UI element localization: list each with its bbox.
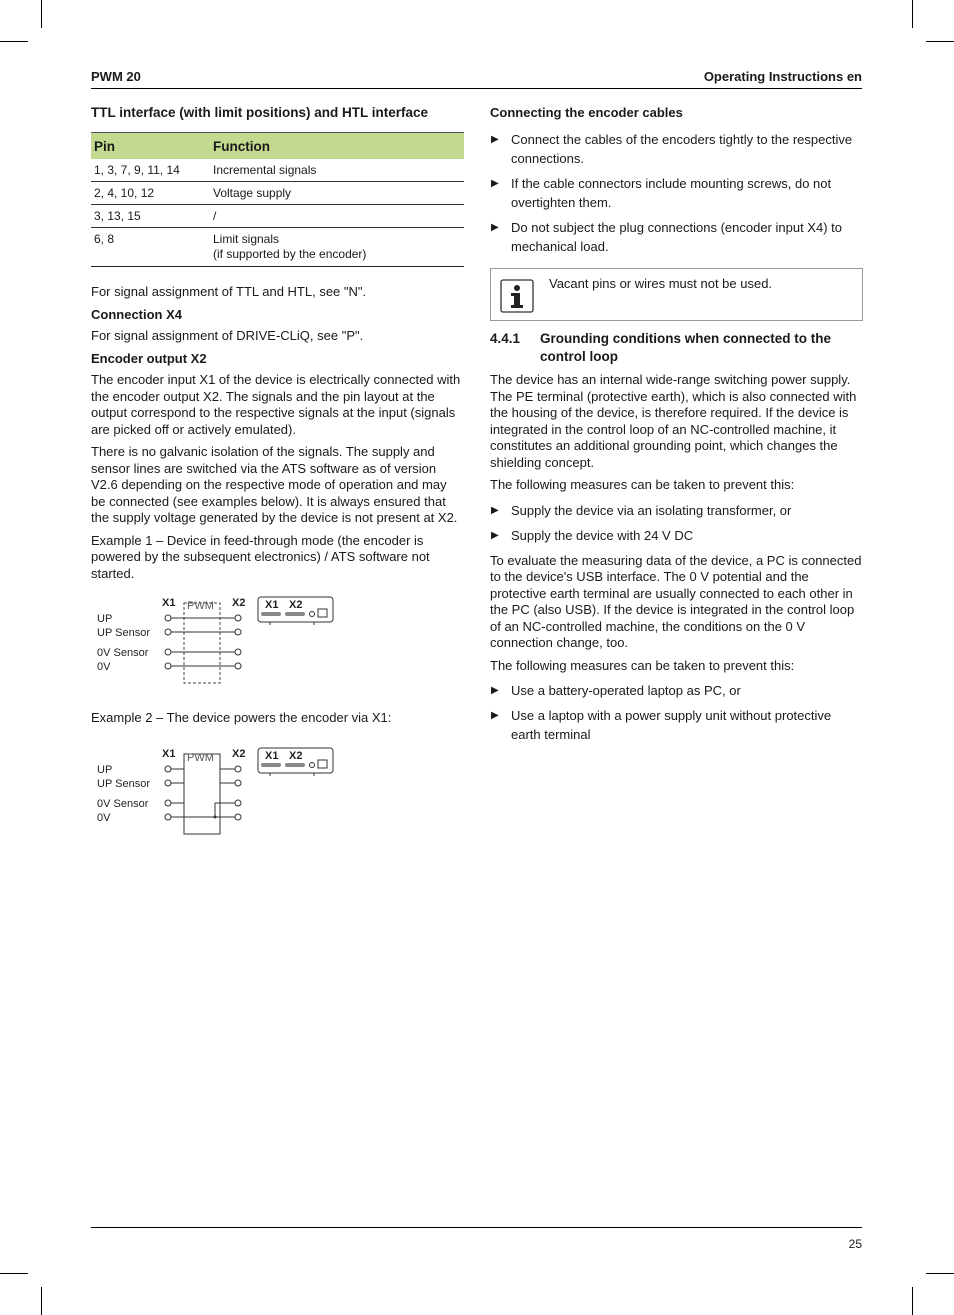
list-item-text: If the cable connectors include mounting screws, do not overtighten them. — [511, 176, 832, 210]
wiring-diagram-example2 — [91, 747, 464, 847]
signal-label: 0V Sensor — [97, 647, 149, 659]
list-item — [490, 681, 863, 700]
crop-mark — [912, 0, 913, 28]
triangle-right-icon: ▶ — [491, 504, 499, 516]
section-number: 4.4.1 — [490, 331, 521, 346]
running-header-left: PWM 20 — [91, 69, 141, 84]
function-cell — [210, 228, 464, 267]
list-item — [490, 130, 863, 168]
page-number: 25 — [848, 1237, 862, 1251]
x2-label: X2 — [232, 597, 246, 609]
list-item — [490, 174, 863, 212]
pwm-label: PWM — [187, 600, 214, 612]
info-icon — [500, 279, 534, 313]
usb-paragraph: The following measures can be taken to prevent this: — [490, 657, 795, 673]
note-box — [490, 268, 863, 321]
device-x2-label: X2 — [289, 599, 303, 611]
encoder-output-heading: Encoder output X2 — [91, 351, 207, 366]
grounding-paragraph: The device has an internal wide-range switching power supply. The PE terminal (protective earth), which is also connected with the housing of the device, is therefore required. If the device is integrated in the control loop of an NC-controlled machine, it constitutes an additional grounding point, which changes the shielding concept. — [490, 372, 857, 470]
crop-mark — [0, 41, 28, 42]
function-line: (if supported by the encoder) — [213, 247, 367, 261]
crop-mark — [912, 1287, 913, 1315]
crop-mark — [41, 0, 42, 28]
pwm-label: PWM — [187, 751, 214, 764]
signal-label: UP Sensor — [97, 777, 150, 790]
crop-mark — [0, 1273, 28, 1274]
device-x1-label: X1 — [265, 749, 279, 762]
table-row — [91, 228, 464, 267]
x2-label: X2 — [232, 747, 246, 760]
list-item-text: Supply the device via an isolating transformer, or — [511, 502, 792, 518]
signal-label: 0V Sensor — [97, 797, 149, 810]
usb-paragraph: To evaluate the measuring data of the device, a PC is connected to the device's USB interface. The 0 V potential and the protective earth terminal are usually connected to each other in the PC (also USB). If the device is integrated in the control loop of an NC-controlled machine, the conditions on the 0 V connection change, too. — [490, 552, 862, 650]
triangle-right-icon: ▶ — [491, 134, 499, 145]
function-cell: / — [210, 205, 464, 228]
crop-mark — [41, 1287, 42, 1315]
pin-cell: 2, 4, 10, 12 — [91, 182, 210, 205]
x1-label: X1 — [162, 747, 176, 760]
example1-text: Example 1 – Device in feed-through mode (the encoder is powered by the subsequent electronics) / ATS software not started. — [91, 532, 430, 581]
connection-x4-text: For signal assignment of DRIVE-CLiQ, see "P". — [91, 327, 364, 343]
note-text: Vacant pins or wires must not be used. — [549, 276, 773, 291]
encoder-output-paragraph: The encoder input X1 of the device is electrically connected with the encoder output X2. The signals and the pin layout at the output correspond to the respective signals at the input (signals are picked off or actively emulated). — [91, 372, 461, 437]
table-row — [91, 159, 464, 182]
device-x1-label: X1 — [265, 599, 279, 611]
left-column — [91, 104, 464, 847]
table-title: TTL interface (with limit positions) and HTL interface — [91, 105, 429, 120]
footer-rule — [91, 1227, 862, 1228]
x1-label: X1 — [162, 597, 176, 609]
triangle-right-icon: ▶ — [491, 710, 499, 721]
list-item — [490, 501, 863, 520]
table-header-pin: Pin — [91, 133, 210, 160]
list-item — [490, 218, 863, 256]
wiring-diagram-example1 — [91, 596, 464, 696]
crop-mark — [926, 41, 954, 42]
table-row — [91, 182, 464, 205]
signal-label: UP — [97, 613, 113, 625]
example2-text: Example 2 – The device powers the encoder via X1: — [91, 710, 392, 725]
triangle-right-icon: ▶ — [491, 222, 499, 233]
pin-cell: 1, 3, 7, 9, 11, 14 — [91, 159, 210, 182]
table-row — [91, 205, 464, 228]
encoder-cables-heading: Connecting the encoder cables — [490, 105, 683, 120]
grounding-bullet-list — [490, 501, 863, 545]
running-header-right: Operating Instructions en — [703, 69, 862, 84]
signal-label: UP — [97, 763, 113, 776]
signal-label: 0V — [97, 661, 111, 673]
signal-label: UP Sensor — [97, 627, 150, 639]
connection-x4-heading: Connection X4 — [91, 306, 183, 322]
device-x2-label: X2 — [289, 749, 303, 762]
list-item-text: Use a battery-operated laptop as PC, or — [511, 683, 741, 698]
function-line: Limit signals — [213, 232, 280, 246]
signal-label: 0V — [97, 811, 111, 824]
right-column — [490, 104, 863, 750]
section-title: Grounding conditions when connected to the control loop — [540, 331, 831, 364]
encoder-output-paragraph: There is no galvanic isolation of the signals. The supply and sensor lines are switched via the ATS software as of version V2.6 depending on the respective mode of operation and may be connected (see examples below). It is always ensured that the supply voltage generated by the device is not present at X2. — [91, 444, 458, 525]
list-item-text: Use a laptop with a power supply unit without protective earth terminal — [511, 708, 832, 742]
list-item-text: Supply the device with 24 V DC — [511, 527, 694, 543]
list-item-text: Do not subject the plug connections (encoder input X4) to mechanical load. — [511, 220, 842, 254]
section-heading — [490, 330, 863, 366]
table-header-row — [91, 133, 464, 160]
crop-mark — [926, 1273, 954, 1274]
list-item — [490, 526, 863, 545]
signal-assignment-text: For signal assignment of TTL and HTL, see "N". — [91, 284, 367, 299]
triangle-right-icon: ▶ — [491, 178, 499, 189]
pin-cell: 3, 13, 15 — [91, 205, 210, 228]
cable-bullet-list — [490, 130, 863, 256]
list-item — [490, 706, 863, 744]
pin-cell: 6, 8 — [91, 228, 210, 267]
table-header-function: Function — [210, 133, 464, 160]
pin-table — [91, 132, 464, 267]
list-item-text: Connect the cables of the encoders tightly to the respective connections. — [511, 132, 853, 166]
function-cell: Incremental signals — [210, 159, 464, 182]
triangle-right-icon: ▶ — [491, 685, 499, 696]
grounding-paragraph: The following measures can be taken to prevent this: — [490, 477, 795, 492]
usb-bullet-list — [490, 681, 863, 744]
triangle-right-icon: ▶ — [491, 529, 499, 541]
function-cell: Voltage supply — [210, 182, 464, 205]
header-rule — [91, 88, 862, 89]
